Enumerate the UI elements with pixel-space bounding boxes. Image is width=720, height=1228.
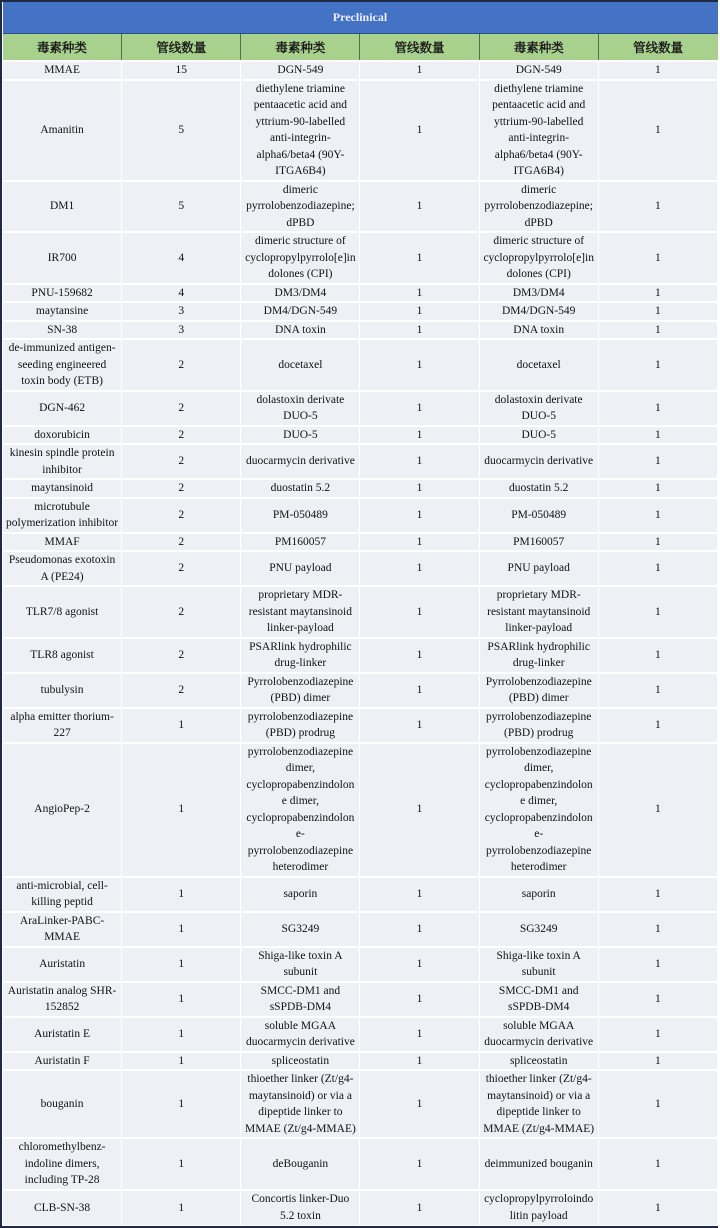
header-pipeline-count-3: 管线数量 — [598, 34, 717, 62]
table-row — [3, 181, 718, 233]
cell-toxin-type-1: tubulysin — [3, 673, 122, 708]
cell-toxin-type-1: alpha emitter thorium-227 — [3, 708, 122, 743]
cell-pipeline-count-2: 1 — [360, 391, 479, 426]
cell-pipeline-count-2: 1 — [360, 426, 479, 445]
cell-toxin-type-3: soluble MGAA duocarmycin derivative — [479, 1017, 598, 1052]
cell-pipeline-count-2: 1 — [360, 321, 479, 340]
table-row — [3, 1052, 718, 1071]
cell-toxin-type-1: DGN-462 — [3, 391, 122, 426]
header-pipeline-count-1: 管线数量 — [122, 34, 241, 62]
cell-toxin-type-2: DUO-5 — [241, 426, 360, 445]
cell-pipeline-count-1: 1 — [122, 1017, 241, 1052]
cell-pipeline-count-2: 1 — [360, 444, 479, 479]
table-row — [3, 302, 718, 321]
table-title-row — [3, 2, 718, 34]
cell-toxin-type-2: deBouganin — [241, 1138, 360, 1190]
cell-pipeline-count-2: 1 — [360, 551, 479, 586]
cell-pipeline-count-3: 1 — [598, 80, 717, 181]
cell-toxin-type-2: DM3/DM4 — [241, 284, 360, 303]
cell-pipeline-count-3: 1 — [598, 673, 717, 708]
table-row — [3, 498, 718, 533]
cell-toxin-type-1: Pseudomonas exotoxin A (PE24) — [3, 551, 122, 586]
header-pipeline-count-2: 管线数量 — [360, 34, 479, 62]
cell-pipeline-count-3: 1 — [598, 1138, 717, 1190]
cell-pipeline-count-2: 1 — [360, 673, 479, 708]
cell-pipeline-count-2: 1 — [360, 479, 479, 498]
cell-pipeline-count-3: 1 — [598, 743, 717, 877]
table-row — [3, 1017, 718, 1052]
cell-toxin-type-3: Shiga-like toxin A subunit — [479, 947, 598, 982]
cell-pipeline-count-1: 1 — [122, 1052, 241, 1071]
cell-toxin-type-2: Pyrrolobenzodiazepine (PBD) dimer — [241, 673, 360, 708]
header-toxin-type-1: 毒素种类 — [3, 34, 122, 62]
table-row — [3, 1190, 718, 1226]
cell-toxin-type-3: DNA toxin — [479, 321, 598, 340]
cell-pipeline-count-2: 1 — [360, 877, 479, 912]
table-row — [3, 1070, 718, 1138]
table-row — [3, 339, 718, 391]
cell-pipeline-count-3: 1 — [598, 947, 717, 982]
cell-toxin-type-3: deimmunized bouganin — [479, 1138, 598, 1190]
cell-pipeline-count-2: 1 — [360, 1138, 479, 1190]
cell-toxin-type-2: dolastoxin derivate DUO-5 — [241, 391, 360, 426]
column-header-row — [3, 34, 718, 62]
cell-pipeline-count-2: 1 — [360, 743, 479, 877]
cell-toxin-type-2: thioether linker (Zt/g4-maytansinoid) or via a dipeptide linker to MMAE (Zt/g4-MMAE) — [241, 1070, 360, 1138]
cell-pipeline-count-1: 1 — [122, 947, 241, 982]
cell-toxin-type-3: pyrrolobenzodiazepine (PBD) prodrug — [479, 708, 598, 743]
table-row — [3, 479, 718, 498]
cell-toxin-type-3: thioether linker (Zt/g4-maytansinoid) or via a dipeptide linker to MMAE (Zt/g4-MMAE) — [479, 1070, 598, 1138]
cell-pipeline-count-3: 1 — [598, 391, 717, 426]
cell-pipeline-count-2: 1 — [360, 232, 479, 284]
cell-toxin-type-3: PNU payload — [479, 551, 598, 586]
cell-pipeline-count-1: 2 — [122, 479, 241, 498]
cell-pipeline-count-2: 1 — [360, 982, 479, 1017]
table-row — [3, 284, 718, 303]
cell-pipeline-count-2: 1 — [360, 1017, 479, 1052]
cell-pipeline-count-1: 1 — [122, 912, 241, 947]
cell-toxin-type-3: saporin — [479, 877, 598, 912]
header-toxin-type-3: 毒素种类 — [479, 34, 598, 62]
cell-pipeline-count-1: 2 — [122, 533, 241, 552]
cell-toxin-type-1: doxorubicin — [3, 426, 122, 445]
cell-toxin-type-3: duocarmycin derivative — [479, 444, 598, 479]
cell-pipeline-count-2: 1 — [360, 1070, 479, 1138]
table-row — [3, 426, 718, 445]
cell-pipeline-count-3: 1 — [598, 1052, 717, 1071]
cell-toxin-type-2: dimeric structure of cyclopropylpyrrolo[e]indolones (CPI) — [241, 232, 360, 284]
cell-toxin-type-2: soluble MGAA duocarmycin derivative — [241, 1017, 360, 1052]
cell-pipeline-count-3: 1 — [598, 1190, 717, 1226]
cell-toxin-type-3: dimeric pyrrolobenzodiazepine; dPBD — [479, 181, 598, 233]
cell-toxin-type-1: Auristatin analog SHR-152852 — [3, 982, 122, 1017]
cell-toxin-type-3: duostatin 5.2 — [479, 479, 598, 498]
table-row — [3, 673, 718, 708]
cell-toxin-type-2: SMCC-DM1 and sSPDB-DM4 — [241, 982, 360, 1017]
cell-pipeline-count-3: 1 — [598, 638, 717, 673]
cell-pipeline-count-3: 1 — [598, 877, 717, 912]
cell-toxin-type-2: DNA toxin — [241, 321, 360, 340]
cell-pipeline-count-1: 1 — [122, 877, 241, 912]
cell-toxin-type-1: AngioPep-2 — [3, 743, 122, 877]
table-row — [3, 708, 718, 743]
cell-pipeline-count-1: 3 — [122, 321, 241, 340]
cell-toxin-type-2: proprietary MDR-resistant maytansinoid linker-payload — [241, 586, 360, 638]
cell-toxin-type-3: SMCC-DM1 and sSPDB-DM4 — [479, 982, 598, 1017]
table-row — [3, 232, 718, 284]
cell-pipeline-count-1: 1 — [122, 1190, 241, 1226]
cell-pipeline-count-2: 1 — [360, 586, 479, 638]
cell-pipeline-count-2: 1 — [360, 339, 479, 391]
cell-pipeline-count-3: 1 — [598, 982, 717, 1017]
cell-toxin-type-1: PNU-159682 — [3, 284, 122, 303]
table-row — [3, 638, 718, 673]
cell-pipeline-count-2: 1 — [360, 80, 479, 181]
cell-pipeline-count-1: 2 — [122, 673, 241, 708]
cell-pipeline-count-3: 1 — [598, 498, 717, 533]
cell-toxin-type-3: pyrrolobenzodiazepine dimer, cyclopropabenzindolone dimer, cyclopropabenzindolone-pyrrolobenzodiazepine heterodimer — [479, 743, 598, 877]
cell-toxin-type-1: Auristatin — [3, 947, 122, 982]
table-row — [3, 586, 718, 638]
cell-pipeline-count-1: 1 — [122, 1138, 241, 1190]
cell-pipeline-count-1: 2 — [122, 551, 241, 586]
table-row — [3, 912, 718, 947]
cell-toxin-type-1: AraLinker-PABC-MMAE — [3, 912, 122, 947]
cell-pipeline-count-2: 1 — [360, 1052, 479, 1071]
cell-toxin-type-3: DGN-549 — [479, 61, 598, 80]
cell-toxin-type-1: CLB-SN-38 — [3, 1190, 122, 1226]
cell-pipeline-count-3: 1 — [598, 586, 717, 638]
cell-toxin-type-2: dimeric pyrrolobenzodiazepine; dPBD — [241, 181, 360, 233]
cell-pipeline-count-1: 1 — [122, 1070, 241, 1138]
cell-toxin-type-2: pyrrolobenzodiazepine (PBD) prodrug — [241, 708, 360, 743]
cell-toxin-type-3: Pyrrolobenzodiazepine (PBD) dimer — [479, 673, 598, 708]
table-row — [3, 391, 718, 426]
cell-toxin-type-2: diethylene triamine pentaacetic acid and yttrium-90-labelled anti-integrin-alpha6/beta4 (90Y-ITGA6B4) — [241, 80, 360, 181]
cell-toxin-type-2: PM160057 — [241, 533, 360, 552]
cell-toxin-type-1: Amanitin — [3, 80, 122, 181]
cell-toxin-type-1: DM1 — [3, 181, 122, 233]
cell-pipeline-count-1: 4 — [122, 284, 241, 303]
cell-toxin-type-3: PSARlink hydrophilic drug-linker — [479, 638, 598, 673]
cell-pipeline-count-3: 1 — [598, 426, 717, 445]
cell-pipeline-count-3: 1 — [598, 61, 717, 80]
cell-toxin-type-2: PSARlink hydrophilic drug-linker — [241, 638, 360, 673]
cell-pipeline-count-3: 1 — [598, 912, 717, 947]
cell-toxin-type-1: kinesin spindle protein inhibitor — [3, 444, 122, 479]
cell-toxin-type-1: maytansine — [3, 302, 122, 321]
cell-pipeline-count-1: 1 — [122, 982, 241, 1017]
cell-toxin-type-1: MMAE — [3, 61, 122, 80]
cell-pipeline-count-1: 2 — [122, 586, 241, 638]
table-body — [3, 61, 718, 1226]
cell-toxin-type-2: Shiga-like toxin A subunit — [241, 947, 360, 982]
cell-toxin-type-1: IR700 — [3, 232, 122, 284]
cell-toxin-type-3: PM160057 — [479, 533, 598, 552]
table-row — [3, 743, 718, 877]
cell-toxin-type-1: chloromethylbenz-indoline dimers, including TP-28 — [3, 1138, 122, 1190]
table-row — [3, 80, 718, 181]
table-row — [3, 982, 718, 1017]
cell-toxin-type-2: SG3249 — [241, 912, 360, 947]
cell-toxin-type-3: DUO-5 — [479, 426, 598, 445]
table-row — [3, 947, 718, 982]
cell-toxin-type-1: Auristatin F — [3, 1052, 122, 1071]
cell-pipeline-count-1: 5 — [122, 181, 241, 233]
cell-pipeline-count-3: 1 — [598, 339, 717, 391]
cell-toxin-type-2: duocarmycin derivative — [241, 444, 360, 479]
cell-toxin-type-1: anti-microbial, cell-killing peptid — [3, 877, 122, 912]
cell-toxin-type-3: diethylene triamine pentaacetic acid and yttrium-90-labelled anti-integrin-alpha6/beta4 (90Y-ITGA6B4) — [479, 80, 598, 181]
cell-pipeline-count-1: 2 — [122, 444, 241, 479]
cell-toxin-type-3: SG3249 — [479, 912, 598, 947]
cell-toxin-type-1: bouganin — [3, 1070, 122, 1138]
table-row — [3, 551, 718, 586]
cell-pipeline-count-3: 1 — [598, 708, 717, 743]
cell-pipeline-count-3: 1 — [598, 181, 717, 233]
table-row — [3, 533, 718, 552]
table-row — [3, 444, 718, 479]
cell-toxin-type-1: TLR7/8 agonist — [3, 586, 122, 638]
cell-toxin-type-2: saporin — [241, 877, 360, 912]
cell-pipeline-count-3: 1 — [598, 232, 717, 284]
cell-toxin-type-3: cyclopropylpyrroloindolitin payload — [479, 1190, 598, 1226]
table-row — [3, 877, 718, 912]
cell-pipeline-count-2: 1 — [360, 533, 479, 552]
cell-toxin-type-3: spliceostatin — [479, 1052, 598, 1071]
cell-toxin-type-3: dolastoxin derivate DUO-5 — [479, 391, 598, 426]
cell-toxin-type-1: de-immunized antigen-seeding engineered toxin body (ETB) — [3, 339, 122, 391]
cell-toxin-type-3: DM4/DGN-549 — [479, 302, 598, 321]
cell-pipeline-count-2: 1 — [360, 1190, 479, 1226]
cell-pipeline-count-1: 2 — [122, 391, 241, 426]
cell-toxin-type-1: Auristatin E — [3, 1017, 122, 1052]
cell-pipeline-count-1: 2 — [122, 638, 241, 673]
cell-pipeline-count-3: 1 — [598, 551, 717, 586]
cell-pipeline-count-1: 15 — [122, 61, 241, 80]
table-row — [3, 321, 718, 340]
cell-toxin-type-2: Concortis linker-Duo 5.2 toxin — [241, 1190, 360, 1226]
cell-toxin-type-3: PM-050489 — [479, 498, 598, 533]
cell-toxin-type-2: DGN-549 — [241, 61, 360, 80]
cell-toxin-type-3: docetaxel — [479, 339, 598, 391]
cell-toxin-type-1: microtubule polymerization inhibitor — [3, 498, 122, 533]
cell-pipeline-count-2: 1 — [360, 498, 479, 533]
cell-pipeline-count-1: 2 — [122, 498, 241, 533]
cell-toxin-type-2: docetaxel — [241, 339, 360, 391]
cell-pipeline-count-1: 2 — [122, 339, 241, 391]
cell-pipeline-count-1: 3 — [122, 302, 241, 321]
cell-toxin-type-2: PM-050489 — [241, 498, 360, 533]
cell-toxin-type-1: MMAF — [3, 533, 122, 552]
cell-toxin-type-1: SN-38 — [3, 321, 122, 340]
table-row — [3, 1138, 718, 1190]
cell-pipeline-count-2: 1 — [360, 638, 479, 673]
cell-pipeline-count-3: 1 — [598, 479, 717, 498]
cell-pipeline-count-2: 1 — [360, 61, 479, 80]
cell-pipeline-count-2: 1 — [360, 302, 479, 321]
cell-pipeline-count-1: 2 — [122, 426, 241, 445]
cell-pipeline-count-1: 1 — [122, 743, 241, 877]
preclinical-toxin-table — [2, 2, 718, 1226]
cell-toxin-type-3: DM3/DM4 — [479, 284, 598, 303]
cell-toxin-type-3: dimeric structure of cyclopropylpyrrolo[e]indolones (CPI) — [479, 232, 598, 284]
cell-pipeline-count-3: 1 — [598, 321, 717, 340]
cell-toxin-type-2: pyrrolobenzodiazepine dimer, cyclopropabenzindolone dimer, cyclopropabenzindolone-pyrrolobenzodiazepine heterodimer — [241, 743, 360, 877]
cell-pipeline-count-3: 1 — [598, 1017, 717, 1052]
cell-pipeline-count-2: 1 — [360, 947, 479, 982]
cell-toxin-type-3: proprietary MDR-resistant maytansinoid linker-payload — [479, 586, 598, 638]
header-toxin-type-2: 毒素种类 — [241, 34, 360, 62]
cell-toxin-type-1: TLR8 agonist — [3, 638, 122, 673]
cell-pipeline-count-2: 1 — [360, 912, 479, 947]
cell-pipeline-count-2: 1 — [360, 284, 479, 303]
cell-pipeline-count-1: 4 — [122, 232, 241, 284]
cell-toxin-type-2: PNU payload — [241, 551, 360, 586]
cell-pipeline-count-3: 1 — [598, 533, 717, 552]
cell-pipeline-count-3: 1 — [598, 302, 717, 321]
table-title: Preclinical — [3, 2, 718, 34]
cell-pipeline-count-1: 1 — [122, 708, 241, 743]
cell-toxin-type-1: maytansinoid — [3, 479, 122, 498]
cell-pipeline-count-2: 1 — [360, 708, 479, 743]
cell-toxin-type-2: DM4/DGN-549 — [241, 302, 360, 321]
table-row — [3, 61, 718, 80]
cell-pipeline-count-3: 1 — [598, 444, 717, 479]
cell-toxin-type-2: duostatin 5.2 — [241, 479, 360, 498]
cell-pipeline-count-1: 5 — [122, 80, 241, 181]
cell-pipeline-count-3: 1 — [598, 1070, 717, 1138]
cell-pipeline-count-3: 1 — [598, 284, 717, 303]
cell-toxin-type-2: spliceostatin — [241, 1052, 360, 1071]
cell-pipeline-count-2: 1 — [360, 181, 479, 233]
